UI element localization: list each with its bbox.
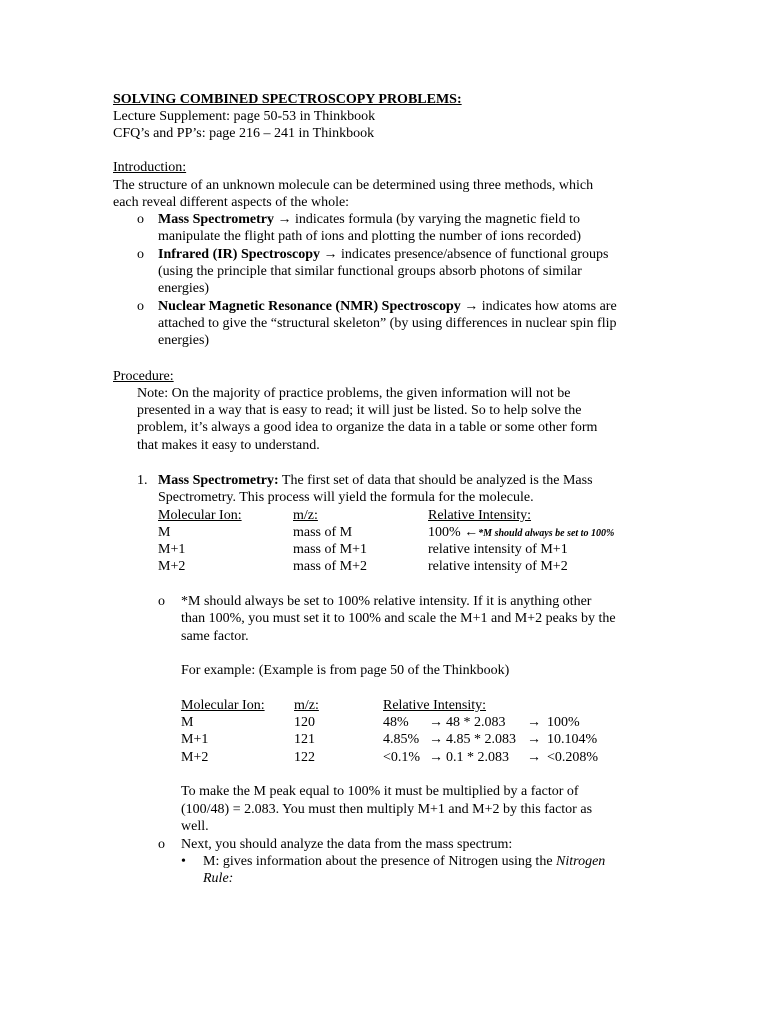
procedure-note-line: Note: On the majority of practice problems, the given information will not be [137,386,571,401]
list-item-mass-spectrometry [158,211,580,228]
table-header-relative-intensity: Relative Intensity: [383,698,487,713]
table-cell: 120 [294,715,315,730]
table-cell: 4.85% [383,732,420,747]
explanation-line: well. [181,819,209,834]
right-arrow-icon: → [527,732,541,747]
sub2-text-line: Next, you should analyze the data from the mass spectrum: [181,837,513,852]
step-number: 1. [137,473,148,488]
lecture-supplement-line: Lecture Supplement: page 50-53 in Thinkbook [113,109,376,124]
table-cell: 48 * 2.083 [446,715,506,730]
table-header-mz: m/z: [293,508,318,523]
step-label: Mass Spectrometry: [158,473,279,488]
introduction-text-line: each reveal different aspects of the whole: [113,195,350,210]
table-cell: 4.85 * 2.083 [446,732,516,747]
sub-bullet: o [158,837,165,852]
table-cell-with-note [428,524,614,542]
table-cell: 10.104% [547,732,598,747]
item-text-continued: manipulate the flight path of ions and plotting the number of ions recorded) [158,229,582,244]
table-cell: mass of M [293,525,353,540]
right-arrow-icon: → [277,212,292,227]
item-italic-text: Nitrogen [556,854,606,869]
cfq-line: CFQ’s and PP’s: page 216 – 241 in Thinkbook [113,126,375,141]
table-cell: M+2 [181,750,209,765]
table-cell: mass of M+2 [293,559,368,574]
list-bullet: o [137,212,144,227]
table-cell: relative intensity of M+1 [428,542,568,557]
table-header-molecular-ion: Molecular Ion: [158,508,242,523]
item-text: M: gives information about the presence of Nitrogen using the [203,854,553,869]
right-arrow-icon: → [429,732,443,747]
introduction-text-line: The structure of an unknown molecule can be determined using three methods, which [113,178,594,193]
table-cell: 0.1 * 2.083 [446,750,509,765]
right-arrow-icon: → [527,715,541,730]
sub1-text-line: *M should always be set to 100% relative intensity. If it is anything other [181,594,592,609]
item-italic-text: Rule: [203,871,234,886]
table-header-molecular-ion: Molecular Ion: [181,698,265,713]
step1-line [158,472,593,489]
right-arrow-icon: → [429,750,443,765]
step1-text-continued: Spectrometry. This process will yield the formula for the molecule. [158,490,534,505]
table-cell: M [181,715,194,730]
nitrogen-rule-line [203,853,605,870]
table-cell: 100% [547,715,580,730]
table-cell: 121 [294,732,315,747]
item-label: Infrared (IR) Spectroscopy [158,247,321,262]
example-line: For example: (Example is from page 50 of the Thinkbook) [181,663,510,678]
item-text: indicates how atoms are [481,299,617,314]
right-arrow-icon: → [464,299,479,314]
list-item-nmr-spectroscopy [158,298,617,315]
right-arrow-icon: → [429,715,443,730]
procedure-note-line: that makes it easy to understand. [137,438,320,453]
table-cell: M+2 [158,559,186,574]
introduction-heading: Introduction: [113,160,187,175]
table-cell: M [158,525,171,540]
item-text-continued: (using the principle that similar functional groups absorb photons of similar [158,264,582,279]
table-cell: <0.208% [547,750,599,765]
table-cell: 100% [428,525,461,540]
item-text-continued: attached to give the “structural skeleton” (by using differences in nuclear spin flip [158,316,617,331]
sub1-text-line: than 100%, you must set it to 100% and scale the M+1 and M+2 peaks by the [181,611,616,626]
table-header-relative-intensity: Relative Intensity: [428,508,532,523]
explanation-line: (100/48) = 2.083. You must then multiply M+1 and M+2 by this factor as [181,802,593,817]
procedure-note-line: problem, it’s always a good idea to organize the data in a table or some other form [137,420,598,435]
table-note: *M should always be set to 100% [478,528,615,539]
item-label: Mass Spectrometry [158,212,274,227]
list-bullet: o [137,247,144,262]
step-text: The first set of data that should be analyzed is the Mass [281,473,593,488]
table-cell: relative intensity of M+2 [428,559,568,574]
table-header-mz: m/z: [294,698,319,713]
sub1-text-line: same factor. [181,629,249,644]
item-text-continued: energies) [158,333,210,348]
table-cell: M+1 [181,732,209,747]
item-text: indicates formula (by varying the magnetic field to [295,212,580,227]
left-arrow-icon: ← [464,525,479,540]
table-cell: <0.1% [383,750,421,765]
document-title: SOLVING COMBINED SPECTROSCOPY PROBLEMS: [113,92,462,107]
item-label: Nuclear Magnetic Resonance (NMR) Spectroscopy [158,299,461,314]
right-arrow-icon: → [527,750,541,765]
table-cell: 122 [294,750,315,765]
right-arrow-icon: → [323,247,338,262]
explanation-line: To make the M peak equal to 100% it must be multiplied by a factor of [181,784,579,799]
list-item-infrared-spectroscopy [158,246,608,263]
sub-bullet: o [158,594,165,609]
procedure-note-line: presented in a way that is easy to read; it will just be listed. So to help solve the [137,403,582,418]
list-bullet: o [137,299,144,314]
procedure-heading: Procedure: [113,369,174,384]
disc-bullet: • [181,854,186,869]
item-text: indicates presence/absence of functional groups [341,247,609,262]
table-cell: 48% [383,715,409,730]
item-text-continued: energies) [158,281,210,296]
table-cell: M+1 [158,542,186,557]
table-cell: mass of M+1 [293,542,368,557]
